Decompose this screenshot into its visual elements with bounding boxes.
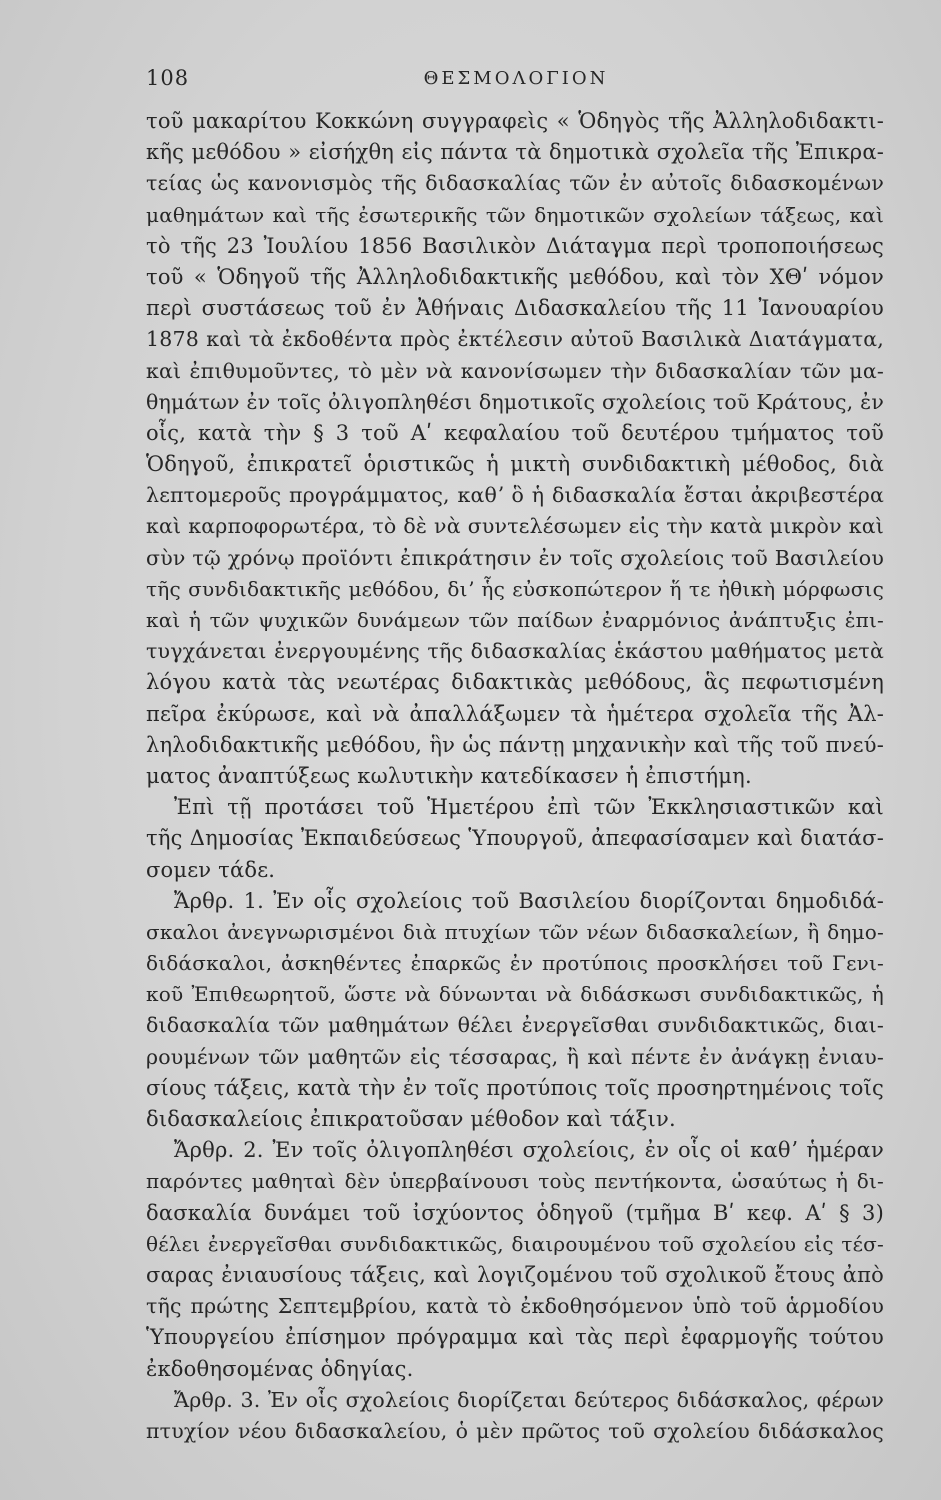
text-line: σκαλοι ἀνεγνωρισμένοι διὰ πτυχίων τῶν νέων διδασκαλείων, ἢ δημο- xyxy=(146,919,884,944)
text-line: περὶ συστάσεως τοῦ ἐν Ἀθήναις Διδασκαλείου τῆς 11 Ἰανουαρίου xyxy=(146,296,884,321)
text-line: τῆς πρώτης Σεπτεμβρίου, κατὰ τὸ ἐκδοθησόμενον ὑπὸ τοῦ ἁρμοδίου xyxy=(146,1294,884,1319)
text-line: Ὑπουργείου ἐπίσημον πρόγραμμα καὶ τὰς περὶ ἐφαρμογῆς τούτου xyxy=(146,1325,884,1350)
page-number: 108 xyxy=(146,66,190,90)
text-line: σαρας ἐνιαυσίους τάξεις, καὶ λογιζομένου τοῦ σχολικοῦ ἔτους ἀπὸ xyxy=(146,1262,884,1287)
text-line: Ὁδηγοῦ, ἐπικρατεῖ ὁριστικῶς ἡ μικτὴ συνδιδακτικὴ μέθοδος, διὰ xyxy=(146,452,884,477)
text-line: ἐκδοθησομένας ὁδηγίας. xyxy=(146,1356,414,1381)
text-line: κοῦ Ἐπιθεωρητοῦ, ὥστε νὰ δύνωνται νὰ διδάσκωσι συνδιδακτικῶς, ἡ xyxy=(146,982,884,1007)
text-line: καὶ ἐπιθυμοῦντες, τὸ μὲν νὰ κανονίσωμεν τὴν διδασκαλίαν τῶν μα- xyxy=(146,358,884,383)
text-line: τοῦ « Ὁδηγοῦ τῆς Ἀλληλοδιδακτικῆς μεθόδου, καὶ τὸν ΧΘʹ νόμον xyxy=(146,264,884,289)
running-head: ΘΕΣΜΟΛΟΓΙΟΝ xyxy=(423,68,609,89)
text-line: 1878 καὶ τὰ ἐκδοθέντα πρὸς ἐκτέλεσιν αὐτοῦ Βασιλικὰ Διατάγματα, xyxy=(146,327,884,352)
text-line: σὺν τῷ χρόνῳ προϊόντι ἐπικράτησιν ἐν τοῖς σχολείοις τοῦ Βασιλείου xyxy=(146,545,884,570)
text-line: θέλει ἐνεργεῖσθαι συνδιδακτικῶς, διαιρουμένου τοῦ σχολείου εἰς τέσ- xyxy=(146,1231,884,1256)
text-line: ματος ἀναπτύξεως κωλυτικὴν κατεδίκασεν ἡ ἐπιστήμη. xyxy=(146,763,752,788)
text-line: Ἐπὶ τῇ προτάσει τοῦ Ἡμετέρου ἐπὶ τῶν Ἐκκλησιαστικῶν καὶ xyxy=(174,795,884,820)
page-header xyxy=(146,62,886,102)
body-text xyxy=(146,106,884,1447)
text-line: σίους τάξεις, κατὰ τὴν ἐν τοῖς προτύποις τοῖς προσηρτημένοις τοῖς xyxy=(146,1075,884,1100)
text-line: ληλοδιδακτικῆς μεθόδου, ἣν ὡς πάντῃ μηχανικὴν καὶ τῆς τοῦ πνεύ- xyxy=(146,732,884,757)
text-line: οἷς, κατὰ τὴν § 3 τοῦ Αʹ κεφαλαίου τοῦ δευτέρου τμήματος τοῦ xyxy=(146,420,884,445)
text-line: κῆς μεθόδου » εἰσήχθη εἰς πάντα τὰ δημοτικὰ σχολεῖα τῆς Ἐπικρα- xyxy=(146,140,884,165)
text-line: πτυχίον νέου διδασκαλείου, ὁ μὲν πρῶτος τοῦ σχολείου διδάσκαλος xyxy=(146,1418,884,1443)
text-line: Ἄρθρ. 1. Ἐν οἷς σχολείοις τοῦ Βασιλείου διορίζονται δημοδιδά- xyxy=(174,888,884,913)
text-line: τυγχάνεται ἐνεργουμένης τῆς διδασκαλίας ἑκάστου μαθήματος μετὰ xyxy=(146,639,884,664)
text-line: τείας ὡς κανονισμὸς τῆς διδασκαλίας τῶν ἐν αὐτοῖς διδασκομένων xyxy=(146,171,884,196)
text-line: τῆς Δημοσίας Ἐκπαιδεύσεως Ὑπουργοῦ, ἀπεφασίσαμεν καὶ διατάσ- xyxy=(146,826,884,851)
text-line: πεῖρα ἐκύρωσε, καὶ νὰ ἀπαλλάξωμεν τὰ ἡμέτερα σχολεῖα τῆς Ἀλ- xyxy=(146,701,884,726)
text-line: Ἄρθρ. 3. Ἐν οἷς σχολείοις διορίζεται δεύτερος διδάσκαλος, φέρων xyxy=(174,1387,884,1412)
text-line: λόγου κατὰ τὰς νεωτέρας διδακτικὰς μεθόδους, ἃς πεφωτισμένη xyxy=(146,670,884,695)
text-line: ρουμένων τῶν μαθητῶν εἰς τέσσαρας, ἢ καὶ πέντε ἐν ἀνάγκῃ ἐνιαυ- xyxy=(146,1044,884,1069)
text-line: διδασκαλία τῶν μαθημάτων θέλει ἐνεργεῖσθαι συνδιδακτικῶς, διαι- xyxy=(146,1013,884,1038)
text-line: καὶ ἡ τῶν ψυχικῶν δυνάμεων τῶν παίδων ἐναρμόνιος ἀνάπτυξις ἐπι- xyxy=(146,608,884,632)
text-line: λεπτομεροῦς προγράμματος, καθʼ ὃ ἡ διδασκαλία ἔσται ἀκριβεστέρα xyxy=(146,483,884,508)
text-line: σομεν τάδε. xyxy=(146,857,276,882)
text-line: δασκαλία δυνάμει τοῦ ἰσχύοντος ὁδηγοῦ (τμῆμα Βʹ κεφ. Αʹ § 3) xyxy=(146,1200,884,1225)
text-line: τοῦ μακαρίτου Κοκκώνη συγγραφεὶς « Ὁδηγὸς τῆς Ἀλληλοδιδακτι- xyxy=(146,109,884,133)
text-line: διδάσκαλοι, ἀσκηθέντες ἐπαρκῶς ἐν προτύποις προσκλήσει τοῦ Γενι- xyxy=(146,951,884,976)
text-line: Ἄρθρ. 2. Ἐν τοῖς ὀλιγοπληθέσι σχολείοις, ἐν οἷς οἱ καθʼ ἡμέραν xyxy=(174,1138,884,1163)
text-line: θημάτων ἐν τοῖς ὀλιγοπληθέσι δημοτικοῖς σχολείοις τοῦ Κράτους, ἐν xyxy=(146,389,884,414)
text-line: διδασκαλείοις ἐπικρατοῦσαν μέθοδον καὶ τάξιν. xyxy=(146,1107,676,1131)
text-line: τὸ τῆς 23 Ἰουλίου 1856 Βασιλικὸν Διάταγμα περὶ τροποποιήσεως xyxy=(146,233,884,258)
text-line: τῆς συνδιδακτικῆς μεθόδου, διʼ ἧς εὐσκοπώτερον ἥ τε ἠθικὴ μόρφωσις xyxy=(146,576,884,601)
text-line: μαθημάτων καὶ τῆς ἐσωτερικῆς τῶν δημοτικῶν σχολείων τάξεως, καὶ xyxy=(146,202,884,227)
text-line: παρόντες μαθηταὶ δὲν ὑπερβαίνουσι τοὺς πεντήκοντα, ὡσαύτως ἡ δι- xyxy=(146,1169,884,1194)
text-line: καὶ καρποφορωτέρα, τὸ δὲ νὰ συντελέσωμεν εἰς τὴν κατὰ μικρὸν καὶ xyxy=(146,514,884,539)
